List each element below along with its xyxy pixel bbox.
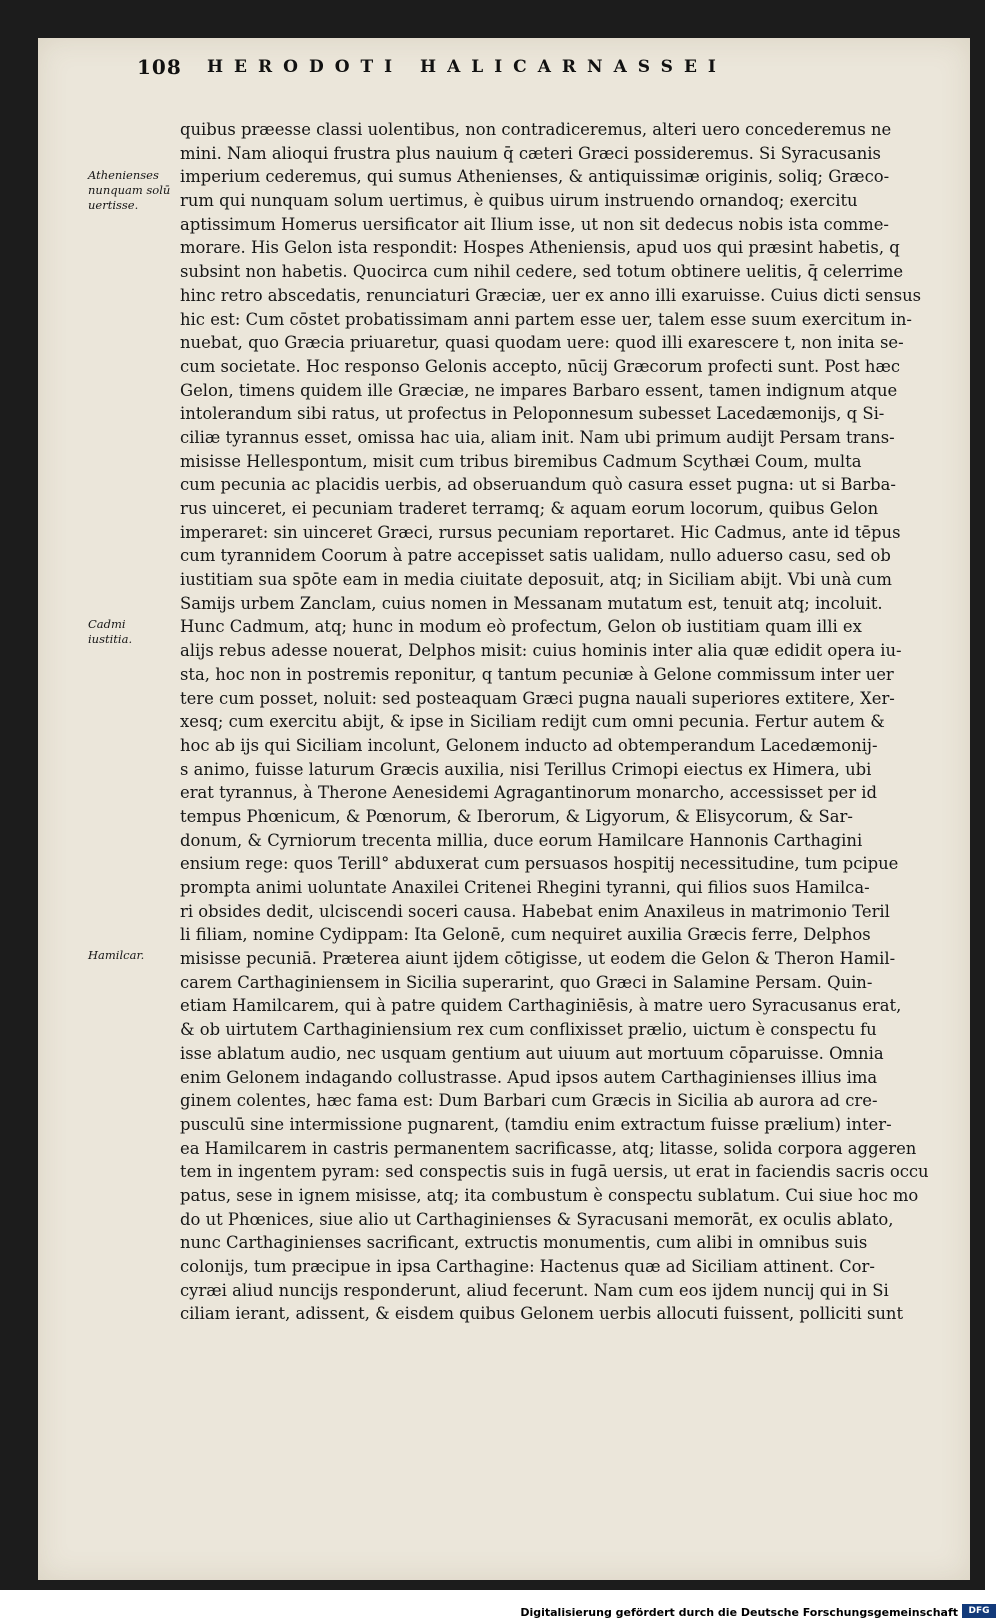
- text-line: cum tyrannidem Coorum à patre accepisset satis ualidam, nullo aduerso casu, sed ob: [180, 546, 891, 566]
- text-line: carem Carthaginiensem in Sicilia superarint, quo Græci in Salamine Persam. Quin-: [180, 972, 873, 992]
- text-line: nunc Carthaginienses sacrificant, extructis monumentis, cum alibi in omnibus suis: [180, 1233, 868, 1253]
- text-line: cum pecunia ac placidis uerbis, ad obseruandum quò casura esset pugna: ut si Barba-: [180, 475, 896, 495]
- text-line: hoc ab ijs qui Siciliam incolunt, Gelonem inducto ad obtemperandum Lacedæmonij-: [180, 735, 878, 755]
- text-line: subsint non habetis. Quocirca cum nihil cedere, sed totum obtinere uelitis, q̄ celerrime: [180, 262, 904, 282]
- text-line: colonijs, tum præcipue in ipsa Carthagine: Hactenus quæ ad Siciliam attinent. Cor-: [180, 1257, 875, 1276]
- dfg-logo: DFG: [962, 1604, 996, 1618]
- body-text: [180, 118, 940, 1326]
- page-number: 108: [137, 55, 182, 79]
- text-line: patus, sese in ignem misisse, atq; ita combustum è conspectu sublatum. Cui siue hoc mo: [180, 1185, 919, 1205]
- text-line: isse ablatum audio, nec usquam gentium aut uiuum aut mortuum cōparuisse. Omnia: [180, 1043, 884, 1063]
- text-line: Gelon, timens quidem ille Græciæ, ne impares Barbaro essent, tamen indignum atque: [180, 380, 898, 400]
- text-line: prompta animi uoluntate Anaxilei Critenei Rhegini tyranni, qui filios suos Hamilca-: [180, 878, 870, 897]
- text-line: enim Gelonem indagando collustrasse. Apud ipsos autem Carthaginienses illius ima: [180, 1067, 878, 1087]
- text-line: hic est: Cum cōstet probatissimam anni partem esse uer, talem esse suum exercitum in-: [180, 309, 912, 329]
- text-line: ciliam ierant, adissent, & eisdem quibus Gelonem uerbis allocuti fuissent, polliciti sunt: [180, 1304, 904, 1324]
- text-line: rus uinceret, ei pecuniam traderet terramq; & aquam eorum locorum, quibus Gelon: [180, 499, 879, 518]
- text-line: sta, hoc non in postremis reponitur, q tantum pecuniæ à Gelone commissum inter uer: [180, 664, 894, 684]
- text-line: aptissimum Homerus uersificator ait Ilium isse, ut non sit dedecus nobis ista comme-: [180, 214, 889, 234]
- marginal-note: Athenienses nunquam solū uertisse.: [88, 168, 171, 212]
- text-line: iustitiam sua spōte eam in media ciuitate deposuit, atq; in Siciliam abijt. Vbi unà cum: [180, 570, 892, 590]
- text-line: quibus præesse classi uolentibus, non contradiceremus, alteri uero concederemus ne: [180, 120, 892, 139]
- text-line: Samijs urbem Zanclam, cuius nomen in Messanam mutatum est, tenuit atq; incoluit.: [180, 593, 883, 613]
- text-line: tempus Phœnicum, & Pœnorum, & Iberorum, & Ligyorum, & Elisycorum, & Sar-: [180, 806, 853, 826]
- text-line: alijs rebus adesse nouerat, Delphos misit: cuius hominis inter alia quæ edidit opera iu-: [180, 641, 902, 661]
- running-head: HERODOTI HALICARNASSEI: [207, 57, 727, 77]
- text-line: hinc retro abscedatis, renunciaturi Græciæ, uer ex anno illi exaruisse. Cuius dicti sensus: [180, 285, 922, 305]
- text-line: imperium cederemus, qui sumus Athenienses, & antiquissimæ originis, soliq; Græco-: [180, 167, 890, 187]
- text-line: misisse Hellespontum, misit cum tribus biremibus Cadmum Scythæi Coum, multa: [180, 451, 862, 471]
- text-line: ensium rege: quos Terill° abduxerat cum persuasos hospitij necessitudine, tum pcipue: [180, 854, 899, 874]
- text-line: intolerandum sibi ratus, ut profectus in Peloponnesum subesset Lacedæmonijs, q Si-: [180, 404, 885, 424]
- footer-credit: Digitalisierung gefördert durch die Deutsche Forschungsgemeinschaft: [520, 1606, 958, 1619]
- text-line: donum, & Cyrniorum trecenta millia, duce eorum Hamilcare Hannonis Carthagini: [180, 830, 863, 850]
- text-line: rum qui nunquam solum uertimus, è quibus uirum instruendo ornandoq; exercitu: [180, 191, 858, 211]
- text-line: s animo, fuisse laturum Græcis auxilia, nisi Terillus Crimopi eiectus ex Himera, ubi: [180, 759, 872, 779]
- text-line: morare. His Gelon ista respondit: Hospes Atheniensis, apud uos qui præsint habetis, q: [180, 238, 900, 258]
- text-line: do ut Phœnices, siue alio ut Carthaginienses & Syracusani memorāt, ex oculis ablato,: [180, 1209, 894, 1229]
- text-line: erat tyrannus, à Therone Aenesidemi Agragantinorum monarcho, accessisset per id: [180, 783, 877, 803]
- text-line: etiam Hamilcarem, qui à patre quidem Carthaginiēsis, à matre uero Syracusanus erat,: [180, 996, 902, 1016]
- text-line: cyræi aliud nuncijs responderunt, aliud fecerunt. Nam cum eos ijdem nuncij qui in Si: [180, 1280, 889, 1300]
- text-line: tem in ingentem pyram: sed conspectis suis in fugā uersis, ut erat in faciendis sacris occu: [180, 1162, 929, 1182]
- text-line: ciliæ tyrannus esset, omissa hac uia, aliam init. Nam ubi primum audijt Persam trans-: [180, 427, 895, 447]
- text-line: pusculū sine intermissione pugnarent, (tamdiu enim extractum fuisse prælium) inter-: [180, 1114, 892, 1134]
- text-line: misisse pecuniā. Præterea aiunt ijdem cōtigisse, ut eodem die Gelon & Theron Hamil-: [180, 949, 896, 969]
- text-line: & ob uirtutem Carthaginiensium rex cum conflixisset prælio, uictum è conspectu fu: [180, 1020, 877, 1040]
- text-line: mini. Nam alioqui frustra plus nauium q̄ cæteri Græci possideremus. Si Syracusanis: [180, 143, 881, 163]
- text-line: tere cum posset, noluit: sed posteaquam Græci pugna nauali superiores extitere, Xer-: [180, 688, 895, 708]
- text-line: imperaret: sin uinceret Græci, rursus pecuniam reportaret. Hic Cadmus, ante id tēpus: [180, 522, 901, 542]
- text-line: nuebat, quo Græcia priuaretur, quasi quodam uere: quod illi exarescere t, non inita se-: [180, 333, 904, 353]
- marginal-note: Cadmi iustitia.: [88, 617, 133, 646]
- text-line: ri obsides dedit, ulciscendi soceri causa. Habebat enim Anaxileus in matrimonio Teril: [180, 901, 890, 921]
- text-line: li filiam, nomine Cydippam: Ita Gelonē, cum nequiret auxilia Græcis ferre, Delphos: [180, 925, 871, 945]
- text-line: ginem colentes, hæc fama est: Dum Barbari cum Græcis in Sicilia ab aurora ad cre-: [180, 1091, 878, 1111]
- page-header: [137, 54, 817, 80]
- text-line: Hunc Cadmum, atq; hunc in modum eò profectum, Gelon ob iustitiam quam illi ex: [180, 617, 862, 637]
- text-line: cum societate. Hoc responso Gelonis accepto, nūcij Græcorum profecti sunt. Post hæc: [180, 356, 901, 376]
- text-line: ea Hamilcarem in castris permanentem sacrificasse, atq; litasse, solida corpora aggeren: [180, 1138, 917, 1158]
- marginal-note: Hamilcar.: [88, 948, 145, 962]
- text-line: xesq; cum exercitu abijt, & ipse in Siciliam redijt cum omni pecunia. Fertur autem &: [180, 712, 885, 732]
